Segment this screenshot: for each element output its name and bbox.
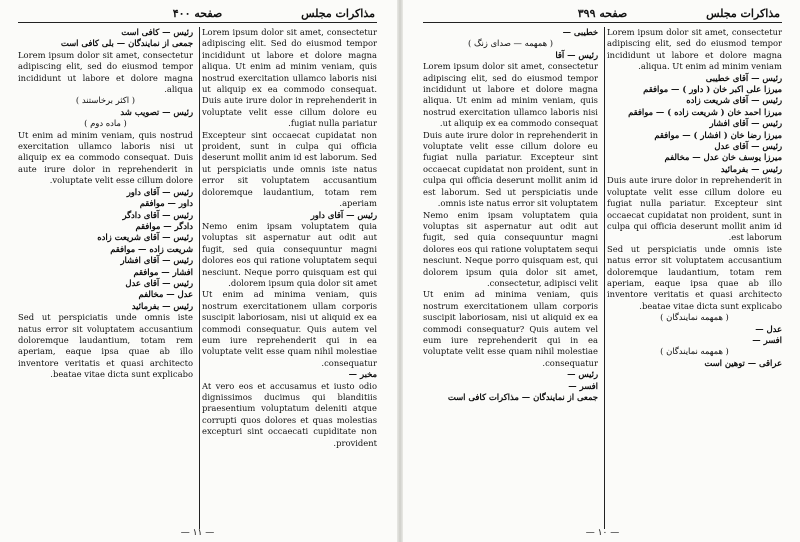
speaker-line: رئیس — آقای افشار (120, 255, 193, 266)
speaker-line: رئیس — آقا (555, 49, 598, 60)
page-header (423, 6, 782, 23)
speaker-line: رئیس — بفرمائید (720, 163, 782, 174)
speaker-line: رئیس — (567, 369, 598, 380)
speaker-line: عدل — (755, 323, 782, 334)
header-title: مذاكرات مجلس (706, 7, 780, 20)
book-gutter (397, 0, 403, 542)
speaker-line: رئیس — آقای عدل (125, 277, 193, 288)
page-body (18, 27, 377, 529)
stage-note: ( همهمه نمایندگان ) (660, 346, 729, 357)
speaker-line: جمعی از نمایندگان — بلی کافی است (60, 38, 193, 49)
header-page-number: صفحه ۴۰۰ (172, 7, 223, 20)
speaker-line: میرزا علی اکبر خان ( داور ) — موافقم (643, 84, 782, 95)
stage-note: ( اکثر برخاستند ) (75, 95, 136, 106)
speaker-line: رئیس — تصویب شد (120, 106, 193, 117)
paragraph: Duis aute irure dolor in reprehenderit in voluptate velit esse cillum dolore eu fugiat nulla pariatur. Excepteur sint occaecat cupidatat non proident, sunt in culpa qui officia deserunt mollit anim id est laborum. Sed ut perspiciatis unde omnis iste natus error sit voluptatem. (423, 129, 598, 209)
speaker-line: رئیس — آقای شریعت زاده (97, 232, 193, 243)
stage-note: ( همهمه — صدای زنگ ) (468, 38, 553, 49)
page-footer: — ۱۱ — (180, 528, 215, 538)
paragraph: Lorem ipsum dolor sit amet, consectetur adipiscing elit, sed do eiusmod tempor incididunt ut labore et dolore magna aliqua. Ut enim ad minim veniam. (607, 27, 782, 72)
paragraph: Duis aute irure dolor in reprehenderit in voluptate velit esse cillum dolore eu fugiat nulla pariatur. Excepteur sint occaecat cupidatat non proident, sunt in culpa qui officia deserunt mollit anim id est laborum. (607, 175, 782, 243)
speaker-line: عدل — مخالفم (138, 289, 193, 300)
header-title: مذاكرات مجلس (301, 7, 375, 20)
speaker-line: مخبر — (348, 369, 377, 380)
speaker-line: افشار — موافقم (133, 266, 193, 277)
paragraph: Sed ut perspiciatis unde omnis iste natus error sit voluptatem accusantium doloremque laudantium, totam rem aperiam, eaque ipsa quae ab illo inventore veritatis et quasi architecto beatae vitae dicta sunt explicabo. (607, 243, 782, 311)
speaker-line: رئیس — آقای خطیبی (705, 72, 782, 83)
page-body (423, 27, 782, 529)
speaker-line: رئیس — آقای داور (310, 209, 377, 220)
speaker-line: شریعت زاده — موافقم (110, 243, 193, 254)
paragraph: Ut enim ad minima veniam, quis nostrum exercitationem ullam corporis suscipit laboriosam, nisi ut aliquid ex ea commodi consequatur? Quis autem vel eum iure reprehenderit qui in ea voluptate velit esse quam nihil molestiae consequatur. (423, 289, 598, 368)
speaker-line: رئیس — آقای افشار (709, 118, 782, 129)
paragraph: Lorem ipsum dolor sit amet, consectetur adipiscing elit. Sed do eiusmod tempor incididunt ut labore et dolore magna aliqua. Ut enim ad minim veniam, quis nostrud exercitation ullamco laboris nisi ut aliquip ex ea commodo consequat. Duis aute irure dolor in reprehenderit in voluptate velit esse cillum dolore eu fugiat nulla pariatur. (202, 27, 377, 129)
speaker-line: خطیبی — (562, 27, 598, 37)
page-left (0, 0, 395, 542)
speaker-line: میرزا یوسف خان عدل — مخالفم (664, 152, 782, 163)
page-header (18, 6, 377, 23)
paragraph: Ut enim ad minima veniam, quis nostrum exercitationem ullam corporis suscipit laboriosam, nisi ut aliquid ex ea commodi consequatur. Quis autem vel eum iure reprehenderit qui in ea voluptate velit esse quam nihil molestiae consequatur. (202, 289, 377, 368)
speaker-line: رئیس — آقای عدل (714, 141, 782, 152)
speaker-line: جمعی از نمایندگان — مذاکرات کافی است (447, 392, 598, 402)
speaker-line: داور — موافقم (139, 198, 193, 209)
header-page-number: صفحه ۳۹۹ (577, 7, 628, 20)
stage-note: ( ماده دوم ) (84, 118, 127, 129)
column-divider (199, 27, 200, 529)
speaker-line: میرزا رضا خان ( افشار ) — موافقم (654, 129, 782, 140)
speaker-line: رئیس — کافی است (121, 27, 193, 37)
speaker-line: رئیس — آقای شریعت زاده (686, 95, 782, 106)
paragraph: Nemo enim ipsam voluptatem quia voluptas sit aspernatur aut odit aut fugit, sed quia consequuntur magni dolores eos qui ratione voluptatem sequi nesciunt. Neque porro quisquam est qui dolorem ipsum quia dolor sit amet. (202, 220, 377, 288)
paragraph: Ut enim ad minim veniam, quis nostrud exercitation ullamco laboris nisi ut aliquip ex ea commodo consequat. Duis aute irure dolor in reprehenderit in voluptate velit esse cillum dolore. (18, 129, 193, 186)
paragraph: Excepteur sint occaecat cupidatat non proident, sunt in culpa qui officia deserunt mollit anim id est laborum. Sed ut perspiciatis unde omnis iste natus error sit voluptatem accusantium doloremque laudantium, totam rem aperiam. (202, 129, 377, 209)
speaker-line: رئیس — بفرمائید (131, 300, 193, 311)
paragraph: Sed ut perspiciatis unde omnis iste natus error sit voluptatem accusantium doloremque laudantium, totam rem aperiam, eaque ipsa quae ab illo inventore veritatis et quasi architecto beatae vitae dicta sunt explicabo. (18, 312, 193, 380)
paragraph: Nemo enim ipsam voluptatem quia voluptas sit aspernatur aut odit aut fugit, sed quia consequuntur magni dolores eos qui ratione voluptatem sequi nesciunt. Neque porro quisquam est, qui dolorem ipsum quia dolor sit amet, consectetur, adipisci velit. (423, 209, 598, 288)
speaker-line: میرزا احمد خان ( شریعت زاده ) — موافقم (628, 106, 782, 117)
paragraph: Lorem ipsum dolor sit amet, consectetur adipiscing elit, sed do eiusmod tempor incididunt ut labore et dolore magna aliqua. (18, 49, 193, 95)
column-left (423, 27, 598, 529)
speaker-line: رئیس — آقای داور (126, 186, 193, 197)
speaker-line: عراقی — توهین است (704, 357, 782, 368)
speaker-line: افسر — (752, 334, 782, 345)
column-right (202, 27, 377, 529)
paragraph: At vero eos et accusamus et iusto odio dignissimos ducimus qui blanditiis praesentium voluptatum deleniti atque corrupti quos dolores et quas molestias excepturi sint occaecati cupiditate non provident. (202, 380, 377, 448)
page-right (405, 0, 800, 542)
speaker-line: رئیس — آقای دادگر (122, 209, 193, 220)
speaker-line: دادگر — موافقم (135, 220, 193, 231)
stage-note: ( همهمه نمایندگان ) (660, 312, 729, 323)
column-left (18, 27, 193, 529)
paragraph: Lorem ipsum dolor sit amet, consectetur adipiscing elit, sed do eiusmod tempor incididunt ut labore et dolore magna aliqua. Ut enim ad minim veniam, quis nostrud exercitation ullamco laboris nisi ut aliquip ex ea commodo consequat. (423, 61, 598, 129)
page-footer: — ۱۰ — (585, 528, 620, 538)
column-right (607, 27, 782, 529)
speaker-line: افسر — (568, 380, 598, 391)
column-divider (604, 27, 605, 529)
